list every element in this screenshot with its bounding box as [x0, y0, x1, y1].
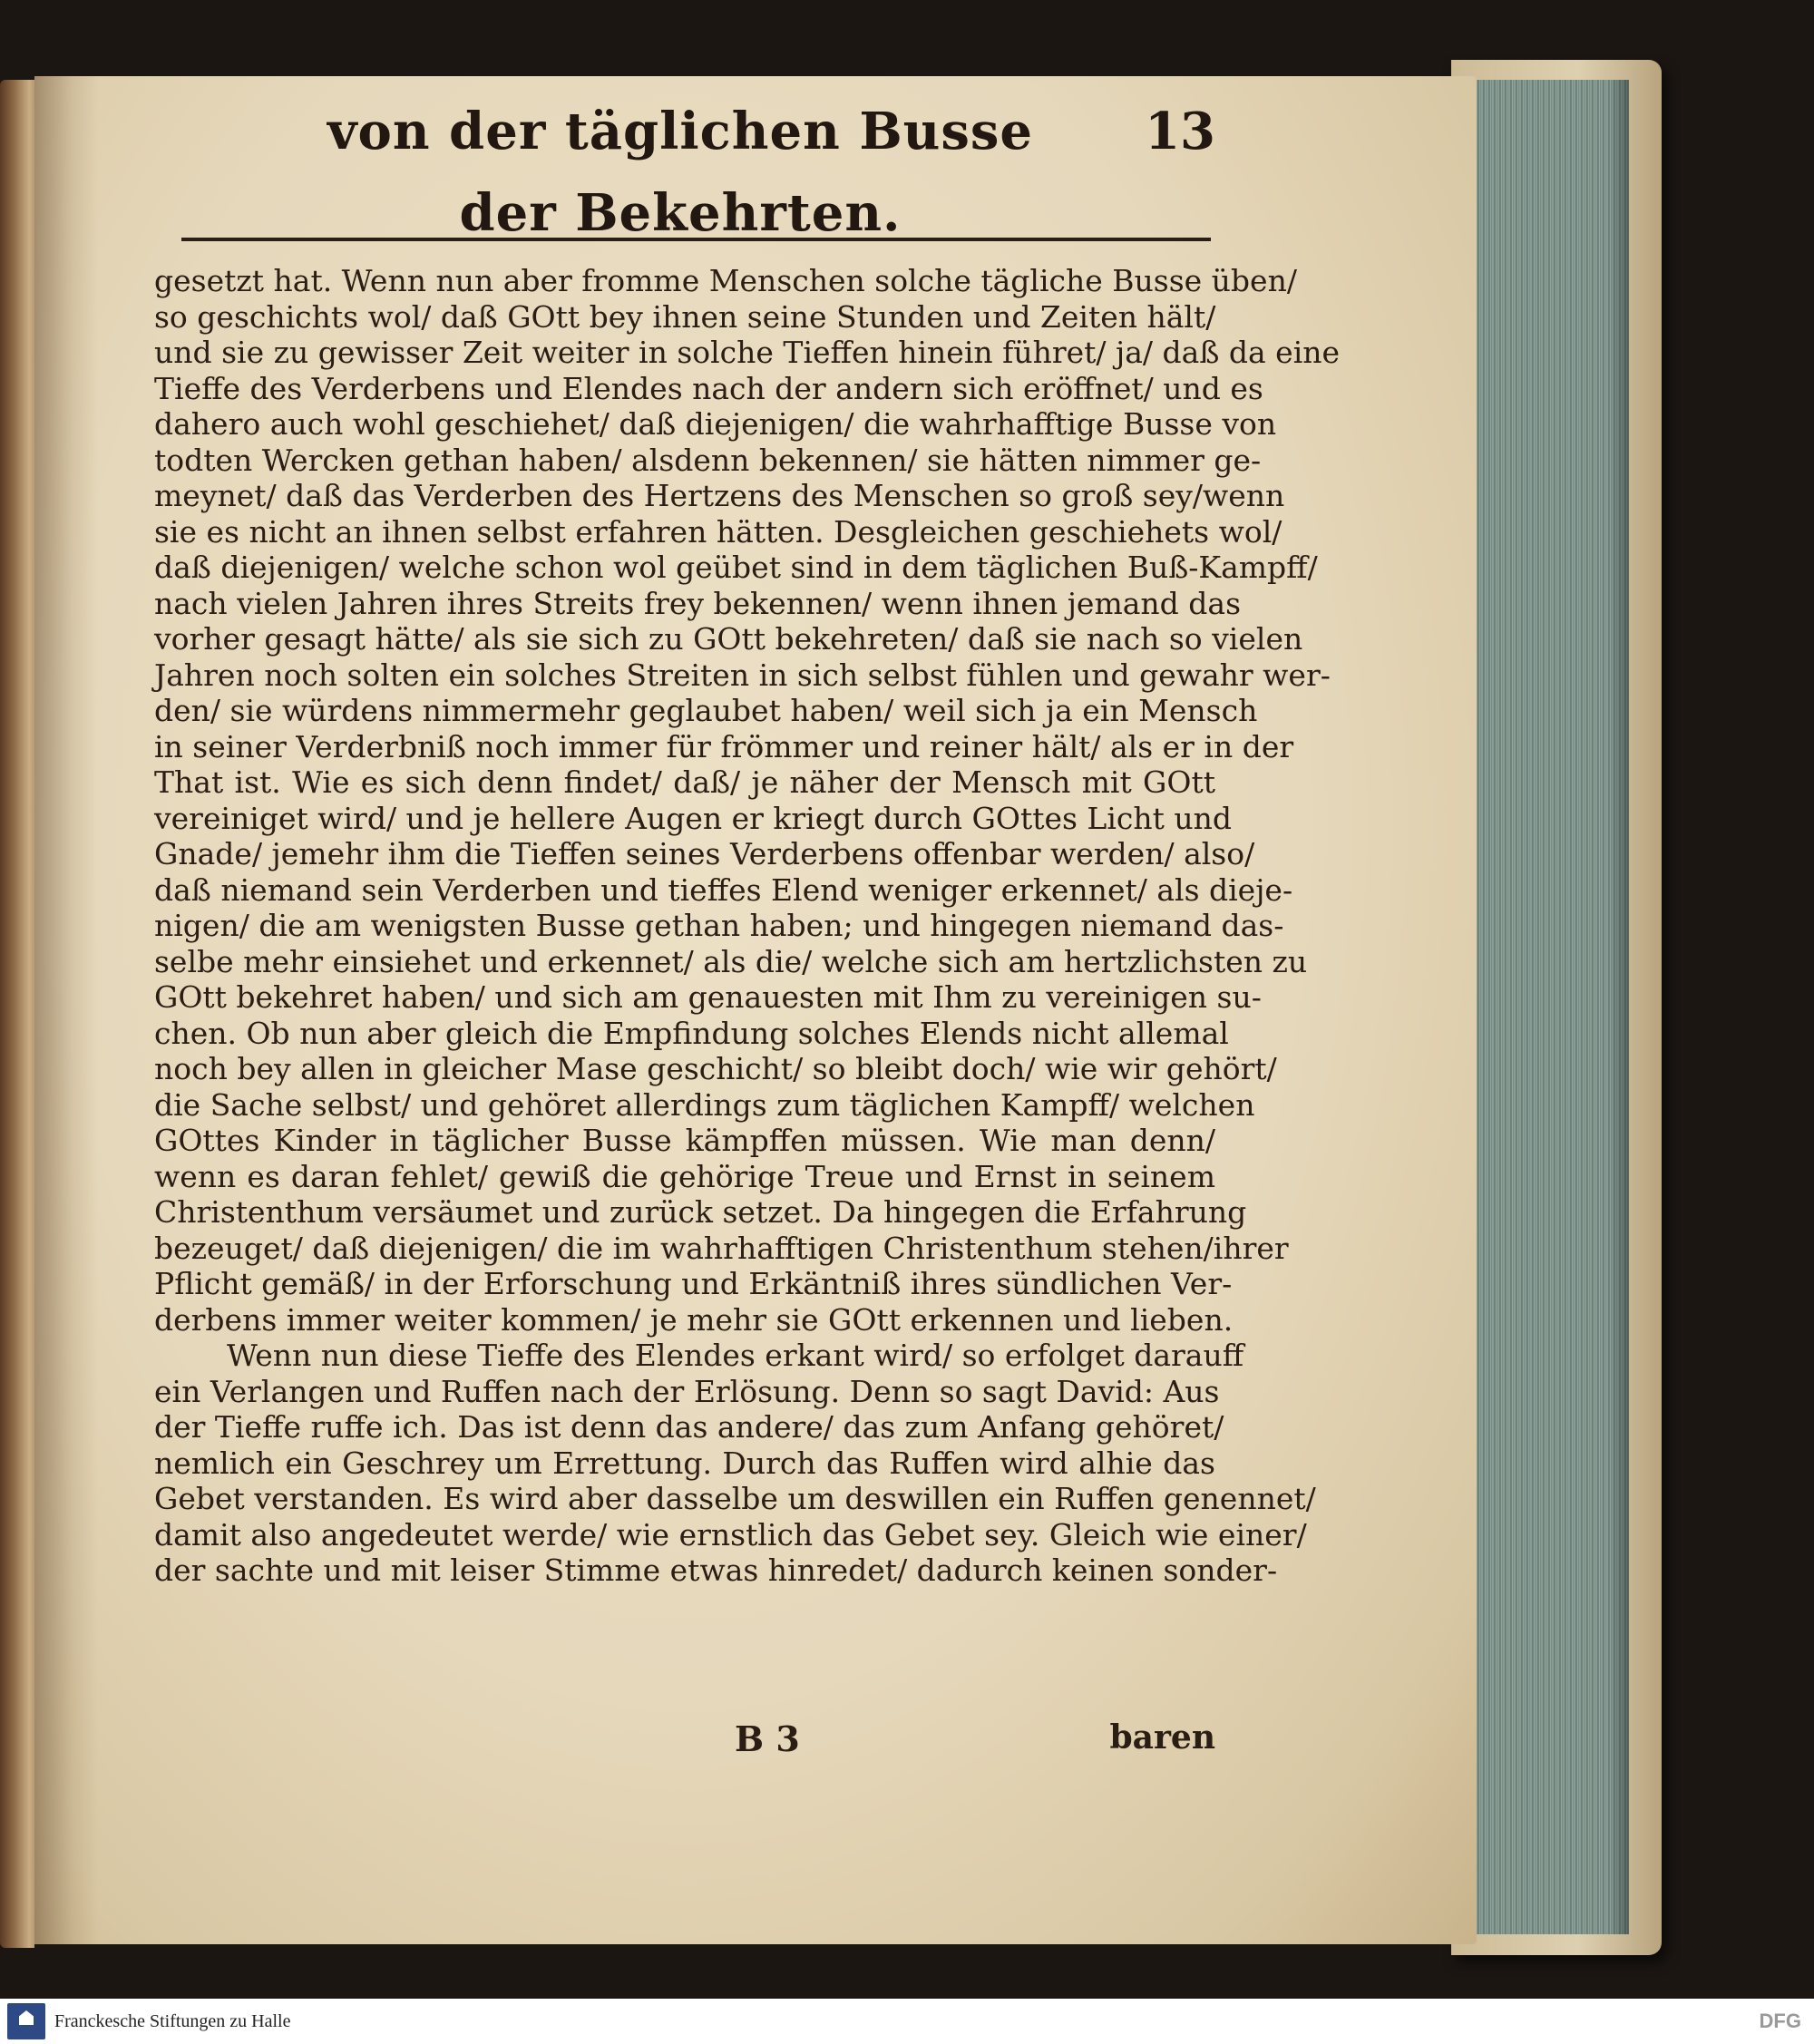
text-line: und sie zu gewisser Zeit weiter in solche Tieffen hinein führet/ ja/ daß da eine — [154, 335, 1341, 370]
text-line: die Sache selbst/ und gehöret allerdings zum täglichen Kampff/ welchen — [154, 1086, 1255, 1123]
text-line: todten Wercken gethan haben/ alsdenn bekennen/ sie hätten nimmer ge- — [154, 442, 1262, 478]
text-line: meynet/ daß das Verderben des Hertzens des Menschen so groß sey/wenn — [154, 478, 1285, 513]
text-line: gesetzt hat. Wenn nun aber fromme Menschen solche tägliche Busse üben/ — [154, 263, 1297, 298]
text-line: nemlich ein Geschrey um Errettung. Durch das Ruffen wird alhie das — [154, 1445, 1215, 1481]
page-gutter — [34, 76, 98, 1944]
dfg-mark: DFG — [1759, 2010, 1801, 2032]
text-line: wenn es daran fehlet/ gewiß die gehörige Treue und Ernst in seinem — [154, 1158, 1215, 1194]
text-line: bezeuget/ daß diejenigen/ die im wahrhafftigen Christenthum stehen/ihrer — [154, 1230, 1289, 1266]
text-line: nigen/ die am wenigsten Busse gethan haben; und hingegen niemand das- — [154, 908, 1284, 943]
head-rule — [181, 238, 1211, 241]
text-line: Jahren noch solten ein solches Streiten in sich selbst fühlen und gewahr wer- — [154, 657, 1331, 693]
signature-mark: B 3 — [735, 1718, 800, 1759]
running-head-title: von der täglichen Busse der Bekehrten. — [327, 102, 1034, 243]
text-line: Gnade/ jemehr ihm die Tieffen seines Verderbens offenbar werden/ also/ — [154, 836, 1255, 871]
text-line: ein Verlangen und Ruffen nach der Erlösung. Denn so sagt David: Aus — [154, 1373, 1220, 1409]
text-line: damit also angedeutet werde/ wie ernstlich das Gebet sey. Gleich wie einer/ — [154, 1516, 1307, 1552]
text-line: daß diejenigen/ welche schon wol geübet sind in dem täglichen Buß-Kampff/ — [154, 550, 1318, 585]
page-block-edges — [1469, 80, 1629, 1934]
text-line: Tieffe des Verderbens und Elendes nach der andern sich eröffnet/ und es — [154, 370, 1263, 406]
text-line: den/ sie würdens nimmermehr geglaubet haben/ weil sich ja ein Mensch — [154, 693, 1258, 728]
previous-page-edge — [0, 80, 34, 1948]
footer-bar — [0, 1999, 1814, 2044]
text-line: noch bey allen in gleicher Mase geschicht/ so bleibt doch/ wie wir gehört/ — [154, 1051, 1277, 1086]
text-line: der sachte und mit leiser Stimme etwas hinredet/ dadurch keinen sonder- — [154, 1552, 1278, 1588]
text-line: so geschichts wol/ daß GOtt bey ihnen seine Stunden und Zeiten hält/ — [154, 298, 1216, 335]
body-text — [154, 263, 1341, 1723]
text-line: derbens immer weiter kommen/ je mehr sie GOtt erkennen und lieben. — [154, 1301, 1234, 1338]
text-line: Christenthum versäumet und zurück setzet. Da hingegen die Erfahrung — [154, 1194, 1247, 1230]
text-line: dahero auch wohl geschiehet/ daß diejenigen/ die wahrhafftige Busse von — [154, 406, 1277, 442]
text-line: in seiner Verderbniß noch immer für frömmer und reiner hält/ als er in der — [154, 728, 1294, 764]
text-line: That ist. Wie es sich denn findet/ daß/ je näher der Mensch mit GOtt — [154, 764, 1215, 800]
text-line: vorher gesagt hätte/ als sie sich zu GOtt bekehreten/ daß sie nach so vielen — [154, 621, 1303, 657]
text-line: chen. Ob nun aber gleich die Empfindung solches Elends nicht allemal — [154, 1015, 1229, 1051]
catchword: baren — [1109, 1718, 1215, 1757]
running-head — [272, 91, 1215, 243]
text-line: Gebet verstanden. Es wird aber dasselbe um deswillen ein Ruffen genennet/ — [154, 1481, 1316, 1516]
text-line: GOttes Kinder in täglicher Busse kämpffen müssen. Wie man denn/ — [154, 1123, 1215, 1158]
institution-logo-icon — [7, 2003, 45, 2039]
text-line: GOtt bekehret haben/ und sich am genauesten mit Ihm zu vereinigen su- — [154, 979, 1262, 1015]
institution-name: Franckesche Stiftungen zu Halle — [54, 2011, 291, 2031]
text-line: nach vielen Jahren ihres Streits frey bekennen/ wenn ihnen jemand das — [154, 585, 1242, 621]
text-line: selbe mehr einsiehet und erkennet/ als die/ welche sich am hertzlichsten zu — [154, 943, 1308, 979]
text-line: sie es nicht an ihnen selbst erfahren hätten. Desgleichen geschiehets wol/ — [154, 513, 1282, 550]
text-line: vereiniget wird/ und je hellere Augen er kriegt durch GOttes Licht und — [154, 800, 1232, 836]
paragraph-start-line: Wenn nun diese Tieffe des Elendes erkant wird/ so erfolget darauff — [227, 1338, 1244, 1373]
text-line: der Tieffe ruffe ich. Das ist denn das andere/ das zum Anfang gehöret/ — [154, 1409, 1224, 1445]
text-line: daß niemand sein Verderben und tieffes Elend weniger erkennet/ als dieje- — [154, 871, 1293, 908]
text-line: Pflicht gemäß/ in der Erforschung und Erkäntniß ihres sündlichen Ver- — [154, 1266, 1233, 1301]
page-number: 13 — [1145, 102, 1215, 161]
